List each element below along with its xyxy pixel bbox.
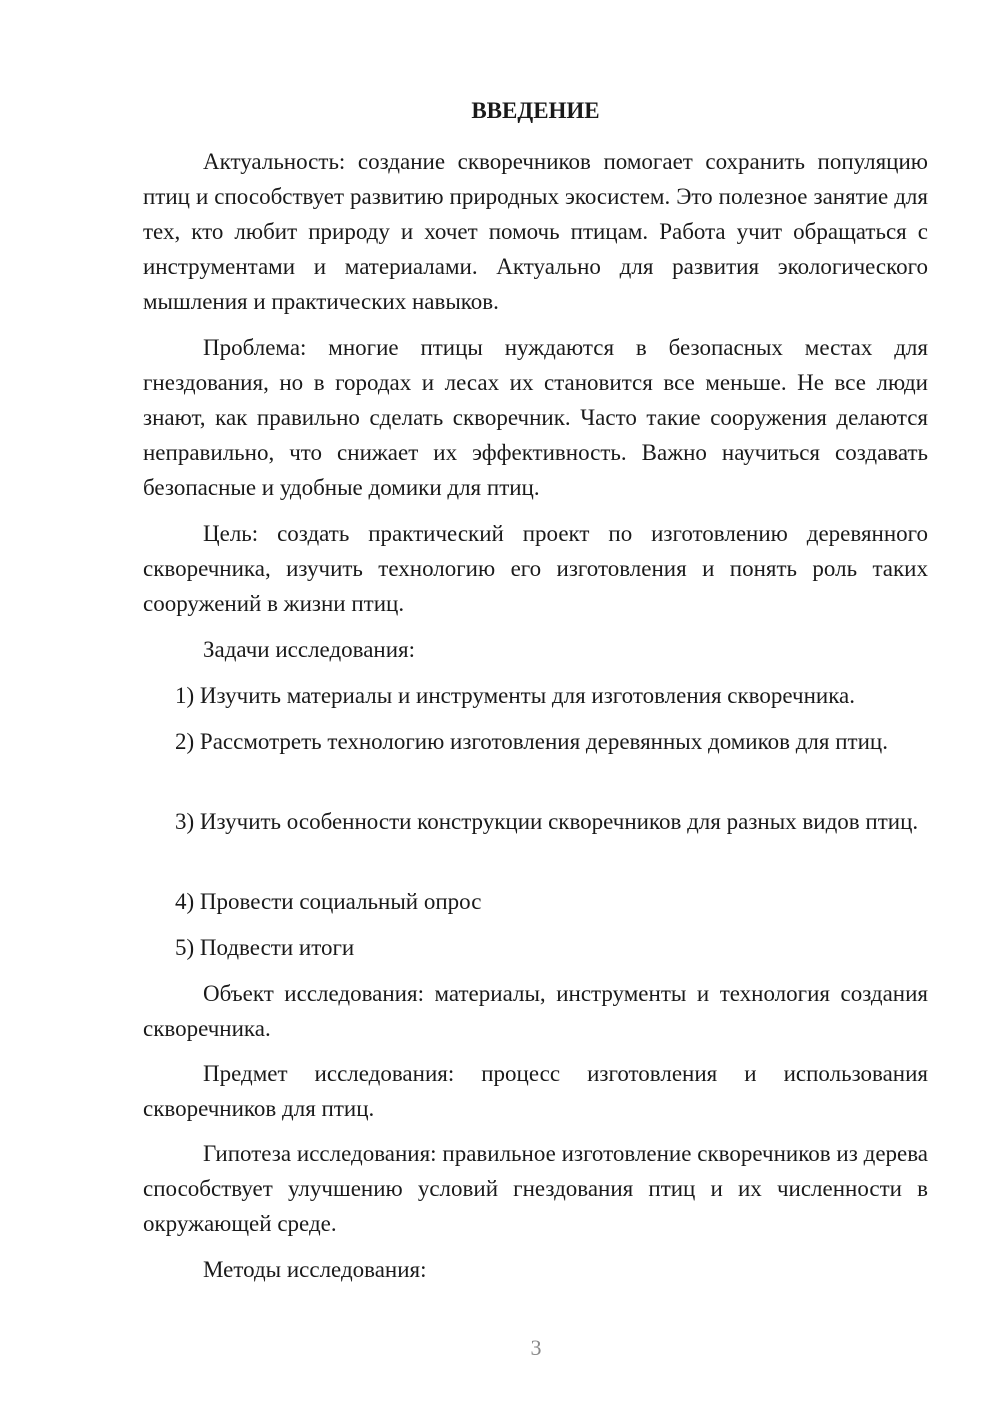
paragraph-subject: Предмет исследования: процесс изготовления и использования скворечников для птиц. (143, 1061, 928, 1121)
task-item-4: 4) Провести социальный опрос (175, 889, 482, 914)
paragraph-hypothesis: Гипотеза исследования: правильное изготовление скворечников из дерева способствует улучшению условий гнездования птиц и их численности в окружающей среде. (143, 1141, 928, 1236)
paragraph-relevance: Актуальность: создание скворечников помогает сохранить популяцию птиц и способствует развитию природных экосистем. Это полезное занятие для тех, кто любит природу и хочет помочь птицам. Работа учит обращаться с инструментами и материалами. Актуально для развития экологического мышления и практических навыков. (143, 149, 928, 314)
task-item-3: 3) Изучить особенности конструкции скворечников для разных видов птиц. (175, 809, 919, 834)
paragraph-object: Объект исследования: материалы, инструменты и технология создания скворечника. (143, 981, 928, 1041)
task-item-1: 1) Изучить материалы и инструменты для изготовления скворечника. (175, 683, 855, 708)
paragraph-goal: Цель: создать практический проект по изготовлению деревянного скворечника, изучить технологию его изготовления и понять роль таких сооружений в жизни птиц. (143, 521, 928, 616)
task-item-5: 5) Подвести итоги (175, 935, 355, 960)
paragraph-methods: Методы исследования: (203, 1257, 427, 1282)
section-heading: ВВЕДЕНИЕ (471, 98, 600, 123)
paragraph-problem: Проблема: многие птицы нуждаются в безопасных местах для гнездования, но в городах и лесах их становится все меньше. Не все люди знают, как правильно сделать скворечник. Часто такие сооружения делаются неправильно, что снижает их эффективность. Важно научиться создавать безопасные и удобные домики для птиц. (143, 335, 928, 500)
task-item-2: 2) Рассмотреть технологию изготовления деревянных домиков для птиц. (175, 729, 888, 754)
page-number: 3 (530, 1335, 542, 1360)
paragraph-tasks-title: Задачи исследования: (203, 637, 416, 662)
